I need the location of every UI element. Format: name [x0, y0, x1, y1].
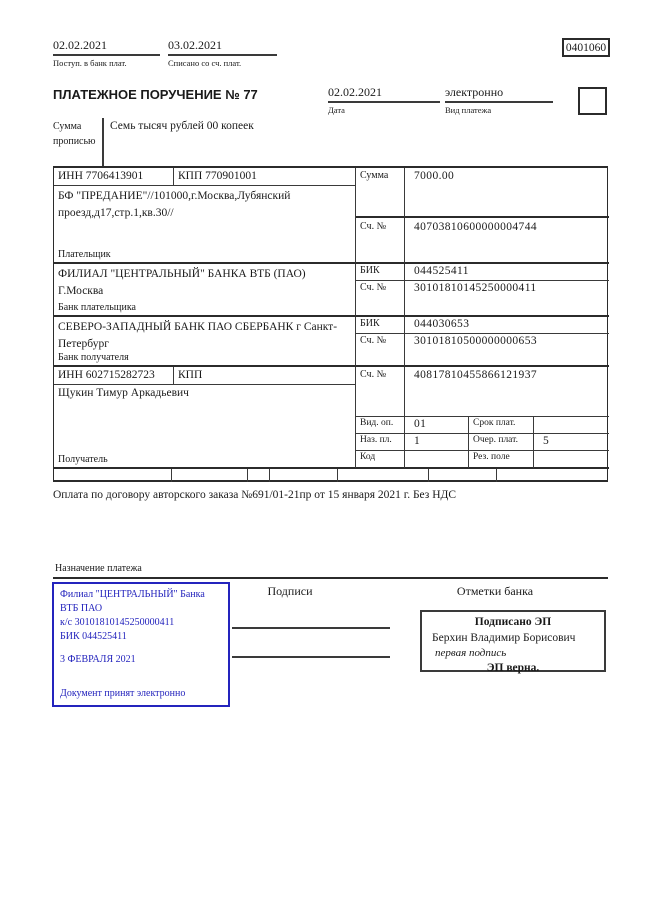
payer-bank-name: ФИЛИАЛ "ЦЕНТРАЛЬНЫЙ" БАНКА ВТБ (ПАО) Г.Москва: [58, 268, 306, 298]
esignature-title: Подписано ЭП: [474, 616, 552, 628]
received-date-label: Поступ. в банк плат.: [53, 58, 127, 68]
op-kind-label-cell: Вид. оп.: [356, 417, 405, 434]
beneficiary-cell: [54, 385, 356, 469]
esignature-valid-note: ЭП верна.: [486, 661, 540, 674]
esignature-box: [420, 610, 606, 672]
document-title: ПЛАТЕЖНОЕ ПОРУЧЕНИЕ № 77: [53, 87, 258, 102]
payer-inn-cell: ИНН 7706413901: [54, 168, 174, 186]
payment-kind-value: электронно: [445, 85, 553, 103]
pay-purpose-label-cell: Наз. пл.: [356, 434, 405, 451]
stamp-bank-name: Филиал "ЦЕНТРАЛЬНЫЙ" Банка ВТБ ПАО: [60, 589, 205, 614]
payer-label: Плательщик: [58, 249, 111, 260]
payer-account-label-cell: Сч. №: [356, 218, 405, 264]
payer-kpp-cell: КПП 770901001: [174, 168, 356, 186]
bank-stamp: [52, 582, 230, 707]
payer-cell: [54, 186, 356, 264]
purpose-label: Назначение платежа: [55, 563, 142, 574]
pay-purpose-value-cell: 1: [405, 434, 469, 451]
field-108-cell: [338, 469, 429, 482]
form-code-box: 0401060: [562, 38, 610, 57]
priority-label-cell: Очер. плат.: [469, 434, 534, 451]
field-104-cell: [54, 469, 172, 482]
payer-bank-account-label-cell: Сч. №: [356, 281, 405, 317]
field-105-cell: [172, 469, 248, 482]
amount-value-cell: 7000.00: [405, 168, 609, 218]
stamp-note: Документ принят электронно: [60, 688, 186, 699]
beneficiary-name: Щукин Тимур Аркадьевич: [58, 387, 189, 399]
debited-date-field: [168, 38, 277, 68]
payer-name: БФ "ПРЕДАНИЕ"//101000,г.Москва,Лубянский проезд,д17,стр.1,кв.30//: [58, 190, 291, 220]
received-date-field: [53, 38, 160, 68]
beneficiary-bank-name: СЕВЕРО-ЗАПАДНЫЙ БАНК ПАО СБЕРБАНК г Санкт-Петербург: [58, 321, 338, 350]
signature-line-1: [232, 627, 390, 629]
payer-account-value-cell: 40703810600000004744: [405, 218, 609, 264]
payer-bank-account-value-cell: 30101810145250000411: [405, 281, 609, 317]
purpose-underline: [53, 577, 608, 579]
doc-date-label: Дата: [328, 105, 345, 115]
priority-value-cell: 5: [534, 434, 609, 451]
amount-words-value: Семь тысяч рублей 00 копеек: [110, 120, 254, 132]
amount-words-label: Сумма прописью: [53, 121, 96, 147]
due-date-value-cell: [534, 417, 609, 434]
code-value-cell: [405, 451, 469, 469]
payment-kind-label: Вид платежа: [445, 105, 492, 115]
payer-bank-label: Банк плательщика: [58, 302, 136, 313]
stamp-date: 3 ФЕВРАЛЯ 2021: [60, 654, 136, 665]
beneficiary-bank-label: Банк получателя: [58, 352, 129, 364]
op-kind-value-cell: 01: [405, 417, 469, 434]
payer-bank-bik-label-cell: БИК: [356, 264, 405, 281]
payment-kind-field: [445, 85, 553, 115]
debited-date-label: Списано со сч. плат.: [168, 58, 242, 68]
debited-date-value: 03.02.2021: [168, 38, 277, 56]
beneficiary-account-label-cell: Сч. №: [356, 367, 405, 417]
esignature-signer: Берхин Владимир Борисович: [432, 631, 576, 644]
payment-table: [53, 166, 608, 482]
reserve-value-cell: [534, 451, 609, 469]
due-date-label-cell: Срок плат.: [469, 417, 534, 434]
amount-label-cell: Сумма: [356, 168, 405, 218]
beneficiary-bank-cell: [54, 317, 356, 367]
doc-date-value: 02.02.2021: [328, 85, 440, 103]
beneficiary-inn-cell: ИНН 602715282723: [54, 367, 174, 385]
stamp-bik: БИК 044525411: [60, 631, 127, 642]
doc-date-field: [328, 85, 440, 115]
beneficiary-account-value-cell: 40817810455866121937: [405, 367, 609, 417]
bank-marks-label: Отметки банка: [456, 584, 534, 598]
beneficiary-kpp-cell: КПП: [174, 367, 356, 385]
beneficiary-bank-account-label-cell: Сч. №: [356, 334, 405, 367]
field-109-cell: [429, 469, 497, 482]
payer-bank-bik-value-cell: 044525411: [405, 264, 609, 281]
beneficiary-label: Получатель: [58, 454, 108, 465]
reserve-label-cell: Рез. поле: [469, 451, 534, 469]
beneficiary-bank-bik-value-cell: 044030653: [405, 317, 609, 334]
field-107-cell: [270, 469, 338, 482]
signatures-label: Подписи: [267, 584, 313, 598]
field-110-cell: [497, 469, 609, 482]
received-date-value: 02.02.2021: [53, 38, 160, 56]
empty-checkbox: [578, 87, 607, 115]
payer-bank-cell: [54, 264, 356, 317]
code-label-cell: Код: [356, 451, 405, 469]
purpose-text: Оплата по договору авторского заказа №691/01-21пр от 15 января 2021 г. Без НДС: [53, 489, 457, 501]
beneficiary-bank-bik-label-cell: БИК: [356, 317, 405, 334]
amount-words-divider: [102, 118, 104, 166]
esignature-role: первая подпись: [435, 647, 507, 660]
field-106-cell: [248, 469, 270, 482]
stamp-corr-account: к/с 30101810145250000411: [60, 617, 175, 628]
signature-line-2: [232, 656, 390, 658]
beneficiary-bank-account-value-cell: 30101810500000000653: [405, 334, 609, 367]
